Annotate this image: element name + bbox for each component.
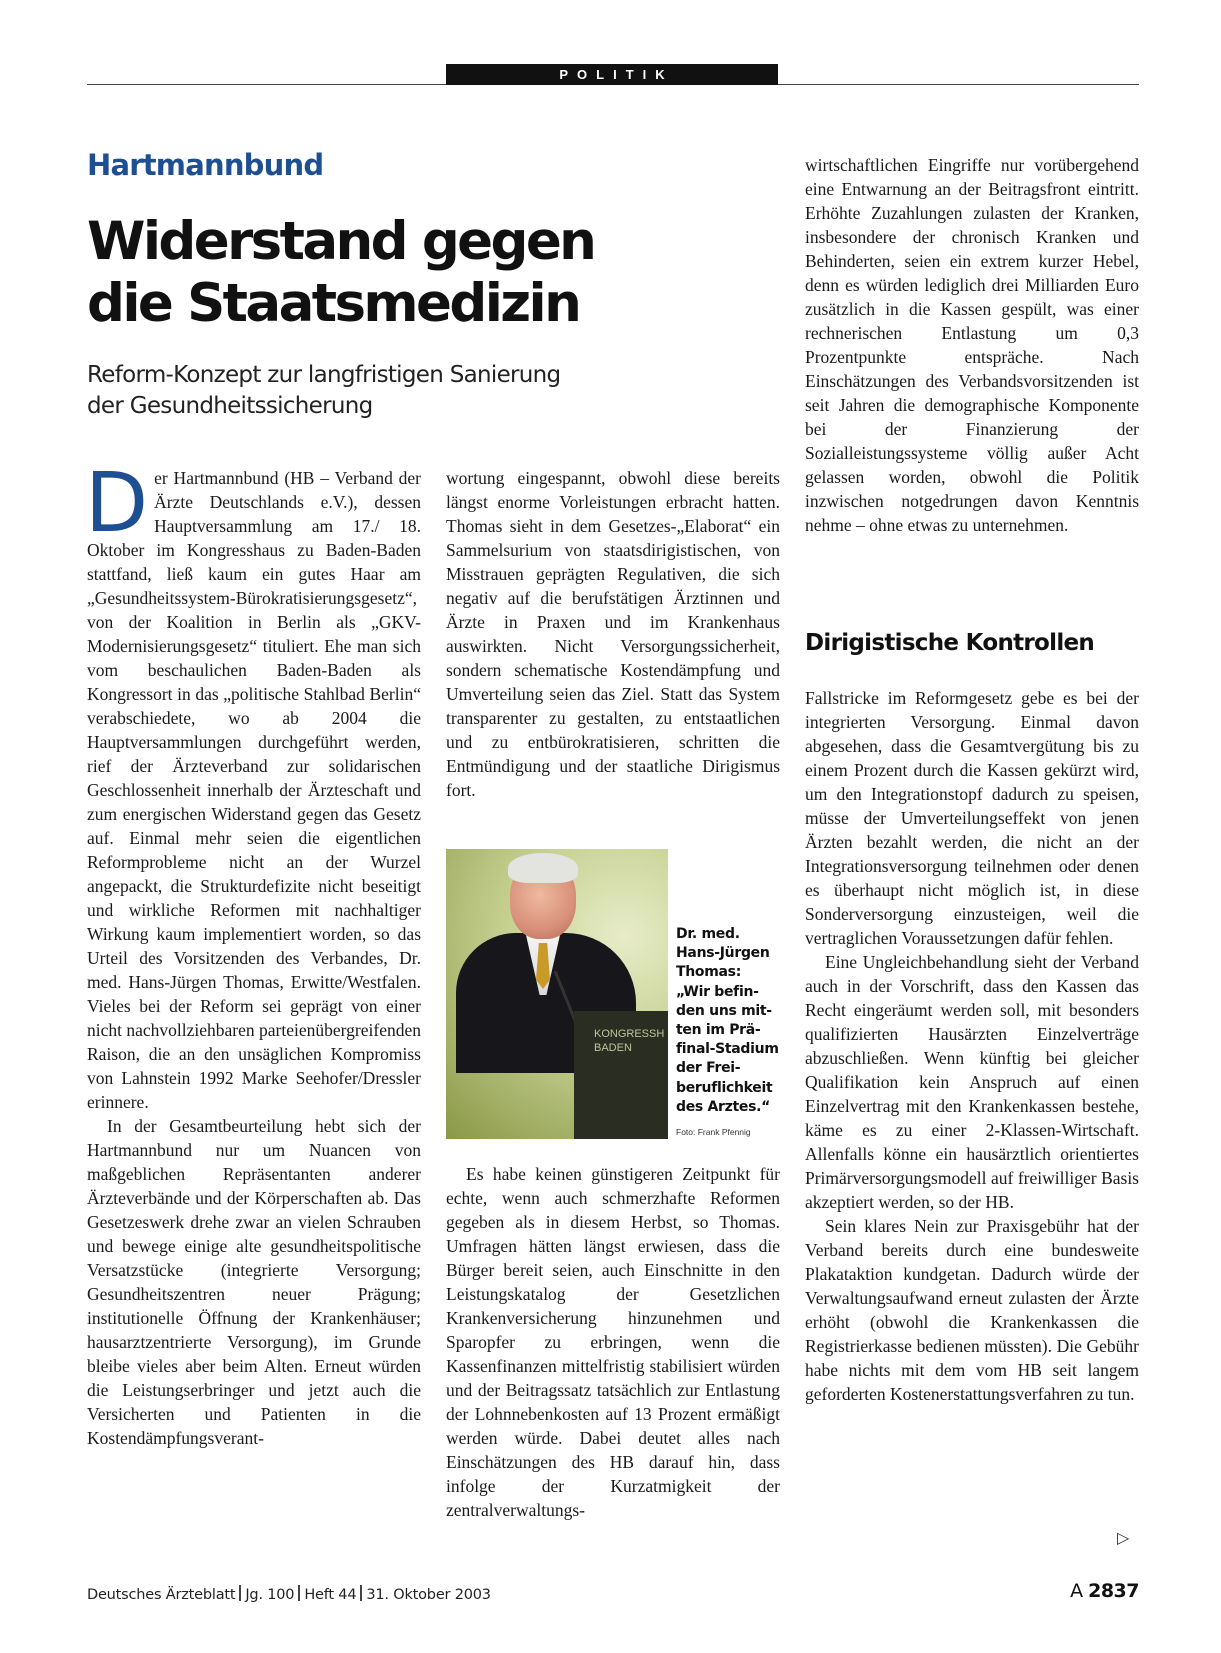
- article-kicker: Hartmannbund: [87, 148, 324, 182]
- column-3-bottom: [805, 686, 1139, 1406]
- paragraph: wirtschaftlichen Eingriffe nur vorübergehend eine Entwarnung an der Beitragsfront eintritt. Erhöhte Zuzahlungen zulasten der Kranken, insbesondere der chronisch Kranken und Behinderten, seien ein extrem kurzer Hebel, denn es würden lediglich drei Milliarden Euro zusätzlich in die Kassen gespült, was einer rechnerischen Entlastung um 0,3 Prozentpunkte entspräche. Nach Einschätzungen des Verbandsvorsitzenden ist seit Jahren die demographische Komponente bei der Finanzierung der Sozialleistungssysteme völlig außer Acht gelassen worden, obwohl die Politik inzwischen notgedrungen davon Kenntnis nehme – ohne etwas zu unternehmen.: [805, 155, 1139, 535]
- paragraph: [85, 456, 421, 1114]
- photo-credit: Foto: Frank Pfennig: [676, 1127, 751, 1137]
- issue-date: 31. Oktober 2003: [366, 1587, 491, 1603]
- paragraph: In der Gesamtbeurteilung hebt sich der Hartmannbund nur um Nuancen von maßgeblichen Repräsentanten anderer Ärzteverbände und der Körperschaften ab. Das Gesetzeswerk drehe zwar an vielen Schrauben und bewege einige alte gesundheitspolitische Versatzstücke (integrierte Versorgung; Gesundheitszentren neuer Prägung; institutionelle Öffnung der Krankenhäuser; hausarztzentrierte Versorgung), im Grunde bleibe vieles aber beim Alten. Erneut würden die Leistungserbringer und jetzt auch die Versicherten und Patienten in die Kostendämpfungsverant-: [87, 1116, 421, 1448]
- photo-caption: Dr. med. Hans-Jürgen Thomas: „Wir befin- den uns mit- ten im Prä- final-Stadium der Frei- beruflichkeit des Arztes.“: [676, 926, 779, 1115]
- column-3-top: [805, 153, 1139, 537]
- paragraph: wortung eingespannt, obwohl diese bereits längst enorme Vorleistungen erbracht hatten. Thomas sieht in dem Gesetzes-„Elaborat“ ein Sammelsurium von staatsdirigistischen, von Misstrauen geprägten Regulativen, die sich negativ auf die berufstätigen Ärztinnen und Ärzte in Praxen und im Krankenhaus auswirkten. Nicht Versorgungssicherheit, sondern schematische Kostendämpfung und Umverteilung seien das Ziel. Statt das System transparenter zu gestalten, zu entstaatlichen und zu entbürokratisieren, schritten die Entmündigung und der staatliche Dirigismus fort.: [446, 468, 780, 800]
- footer-citation: [87, 1585, 491, 1603]
- column-1: [85, 456, 421, 1450]
- paragraph: Fallstricke im Reformgesetz gebe es bei der integrierten Versorgung. Einmal davon abgesehen, dass die Gesamtvergütung bis zu einem Prozent durch die Kassen gekürzt wird, um den Integrationstopf dadurch zu speisen, müsse der Umverteilungseffekt von jenen Ärzten bezahlt werden, die nicht an der Integrationsversorgung teilnehmen oder denen es überhaupt nicht möglich ist, in diese Sonderversorgung einzusteigen, weil die vertraglichen Voraussetzungen dafür fehlen.: [805, 688, 1139, 948]
- section-subheading: Dirigistische Kontrollen: [805, 630, 1095, 656]
- article-subtitle: [87, 360, 727, 422]
- article-headline: [87, 211, 727, 335]
- subtitle-line-1: Reform-Konzept zur langfristigen Sanierung: [87, 362, 561, 388]
- drop-cap: D: [85, 456, 149, 551]
- headline-line-2: die Staatsmedizin: [87, 273, 580, 334]
- continue-arrow-icon: ▷: [1117, 1528, 1130, 1547]
- journal-name: Deutsches Ärzteblatt: [87, 1587, 236, 1603]
- volume: Jg. 100: [245, 1587, 295, 1603]
- page-number: A 2837: [1070, 1580, 1139, 1602]
- paragraph: Eine Ungleichbehandlung sieht der Verband auch in der Vorschrift, dass den Kassen das Recht eingeräumt werden soll, mit besonders qualifizierten Hausärzten Einzelverträge abzuschließen. Wenn künftig bei gleicher Qualifikation kein Anspruch auf einen Einzelvertrag mit den Krankenkassen bestehe, käme es zu einer 2-Klassen-Wirtschaft. Allenfalls könne ein hausärztlich orientiertes Primärversorgungsmodell auf freiwilliger Basis akzeptiert werden, so der HB.: [805, 952, 1139, 1212]
- headline-line-1: Widerstand gegen: [87, 211, 595, 272]
- speaker-photo: [446, 849, 668, 1139]
- lectern-sign: KONGRESSH BADEN: [594, 1028, 665, 1054]
- paragraph: Es habe keinen günstigeren Zeitpunkt für echte, wenn auch schmerzhafte Reformen gegeben als in diesem Herbst, so Thomas. Umfragen hätten längst erwiesen, dass die Bürger bereit seien, auch Einschnitte in den Leistungskatalog der Gesetzlichen Krankenversicherung hinzunehmen und Sparopfer zu erbringen, wenn die Kassenfinanzen mittelfristig stabilisiert würden und der Beitragssatz tatsächlich zur Entlastung der Lohnnebenkosten auf 13 Prozent ermäßigt werden würde. Dabei deutet alles nach Einschätzungen des HB darauf hin, dass infolge der Kurzatmigkeit der zentralverwaltungs-: [446, 1164, 780, 1520]
- paragraph-text: er Hartmannbund (HB – Verband der Ärzte Deutschlands e.V.), dessen Hauptversammlung am 17./ 18. Oktober im Kongresshaus zu Baden-Baden stattfand, ließ kaum ein gutes Haar am „Gesundheitssystem-Bürokratisierungsgesetz“, von der Koalition in Berlin als „GKV-Modernisierungsgesetz“ tituliert. Ehe man sich vom beschaulichen Baden-Baden als Kongressort in das „politische Stahlbad Berlin“ verabschiedete, wo ab 2004 die Hauptversammlungen durchgeführt werden, rief der Ärzteverband zur solidarischen Geschlossenheit innerhalb der Ärzteschaft und zum energischen Widerstand gegen das Gesetz auf. Einmal mehr seien die eigentlichen Reformprobleme nicht an der Wurzel angepackt, die Strukturdefizite nicht beseitigt und wirkliche Reformen mit nachhaltiger Wirkung kaum implementiert worden, so das Urteil des Vorsitzenden des Verbandes, Dr. med. Hans-Jürgen Thomas, Erwitte/Westfalen. Vieles bei der Reform sei geprägt von einer nicht nachvollziehbaren parteienübergreifenden Raison, die an den unsäglichen Kompromiss von Lahnstein 1992 Marke Seehofer/Dressler erinnere.: [87, 468, 421, 1112]
- issue: Heft 44: [304, 1587, 357, 1603]
- paragraph: Sein klares Nein zur Praxisgebühr hat der Verband bereits durch eine bundesweite Plakataktion kundgetan. Dadurch würde der Verwaltungsaufwand erneut zulasten der Ärzte erhöht (obwohl die Krankenkassen die Registrierkasse bedienen müssten). Die Gebühr habe nichts mit dem vom HB seit langem geforderten Kostenerstattungsverfahren zu tun.: [805, 1216, 1139, 1404]
- subtitle-line-2: der Gesundheitssicherung: [87, 393, 373, 419]
- section-label: POLITIK: [446, 64, 778, 85]
- column-2-top: [446, 466, 780, 802]
- column-2-bottom: [446, 1162, 780, 1522]
